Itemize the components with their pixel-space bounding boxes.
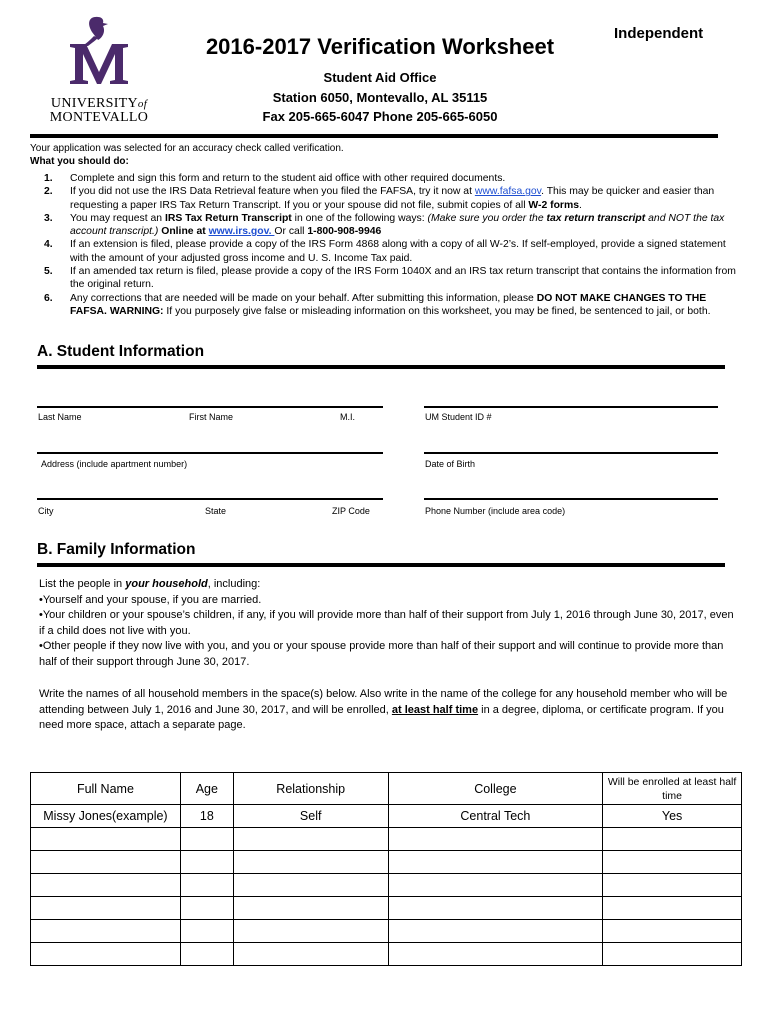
blank-cell[interactable] [388,943,603,966]
intro-what-to-do: What you should do: [30,156,129,167]
section-a-heading: A. Student Information [37,343,205,360]
col-full-name: Full Name [31,773,181,805]
blank-cell[interactable] [31,874,181,897]
university-logo [40,14,158,124]
section-b-rule [37,563,725,567]
page-title: 2016-2017 Verification Worksheet [205,34,555,59]
step-4: 4. If an extension is filed, please provide a copy of the IRS Form 4868 along with a copy of all W-2’s. If self-employed, provide a signed statement with the amount of your adjusted gross income and U. S. Income Tax paid. [44,239,726,264]
household-intro: List the people in your household, including: [39,578,261,590]
blank-cell[interactable] [180,920,233,943]
example-college: Central Tech [388,805,603,828]
bullet-children: •Your children or your spouse’s children, if any, if you will provide more than half of their support from July 1, 2016 through June 30, 2017, even if a child does not live with you. [39,609,734,637]
col-age: Age [180,773,233,805]
section-b-heading: B. Family Information [37,541,196,558]
blank-cell[interactable] [603,943,742,966]
col-relationship: Relationship [233,773,388,805]
table-row [31,920,742,943]
bullet-spouse: •Yourself and your spouse, if you are married. [39,593,262,606]
address-line[interactable] [37,452,383,454]
col-half-time: Will be enrolled at least half time [603,773,742,805]
last-name-label: Last Name [38,412,82,422]
blank-cell[interactable] [180,851,233,874]
blank-cell[interactable] [388,874,603,897]
student-id-line[interactable] [424,406,718,408]
dob-line[interactable] [424,452,718,454]
blank-cell[interactable] [233,920,388,943]
col-college: College [388,773,603,805]
table-row [31,851,742,874]
first-name-label: First Name [189,412,234,422]
blank-cell[interactable] [603,851,742,874]
intro-selected: Your application was selected for an accuracy check called verification. [30,143,344,154]
office-phone: Fax 205-665-6047 Phone 205-665-6050 [262,109,498,124]
table-row [31,805,742,828]
bird-m-logo-icon [40,14,158,86]
step-6: 6. Any corrections that are needed will be made on your behalf. After submitting this information, please DO NOT MAKE CHANGES TO THE FAFSA. WARNING: If you purposely give false or misleading information on this worksheet, you may be fined, be sentenced to jail, or both. [44,292,711,317]
household-instructions [39,577,739,670]
blank-cell[interactable] [31,943,181,966]
example-half-time: Yes [603,805,742,828]
blank-cell[interactable] [180,874,233,897]
instruction-list [34,172,740,318]
logo-university: UNIVERSITY [50,96,138,111]
fafsa-link[interactable]: www.fafsa.gov [474,186,542,198]
blank-cell[interactable] [180,897,233,920]
write-names-instructions: Write the names of all household members in the space(s) below. Also write in the name of the college for any household member who will be attending between July 1, 2016 and June 30, 2017, and will be enrolled, at least half time in a degree, diploma, or certificate program. If you need more space, attach a separate page. [39,688,728,731]
blank-cell[interactable] [388,851,603,874]
section-a-rule [37,365,725,369]
logo-montevallo: MONTEVALLO [49,110,149,125]
example-age: 18 [180,805,233,828]
step-5: 5. If an amended tax return is filed, please provide a copy of the IRS Form 1040X and an IRS tax return transcript that contains the information from the original return. [44,266,736,291]
table-row [31,828,742,851]
phone-line[interactable] [424,498,718,500]
logo-of: of [137,98,148,110]
blank-cell[interactable] [603,920,742,943]
blank-cell[interactable] [388,828,603,851]
step-1: 1. Complete and sign this form and return to the student aid office with other required documents. [44,173,506,184]
dob-label: Date of Birth [425,459,476,469]
student-id-label: UM Student ID # [425,412,492,422]
step-3: 3. You may request an IRS Tax Return Transcript in one of the following ways: (Make sure you order the tax return transcript and NOT the tax account transcript.) Online at www.irs.gov. Or call 1-800-908-9946 [44,212,725,238]
blank-cell[interactable] [233,851,388,874]
city-label: City [38,506,54,516]
table-row [31,874,742,897]
blank-cell[interactable] [31,897,181,920]
blank-cell[interactable] [603,874,742,897]
table-row [31,943,742,966]
blank-cell[interactable] [180,943,233,966]
address-label: Address (include apartment number) [41,459,188,469]
blank-cell[interactable] [603,897,742,920]
state-label: State [205,506,227,516]
blank-cell[interactable] [388,897,603,920]
table-row [31,897,742,920]
office-name: Student Aid Office [323,70,437,85]
table-header-row [31,773,742,805]
blank-cell[interactable] [233,943,388,966]
irs-link[interactable]: www.irs.gov. [208,226,275,238]
step-2: 2. If you did not use the IRS Data Retrieval feature when you filed the FAFSA, try it now at www.fafsa.gov. This may be quicker and easier than requesting a paper IRS Tax Return Transcript. If you or your spouse did not file, submit copies of all W-2 forms. [44,186,715,211]
blank-cell[interactable] [180,828,233,851]
intro [30,142,730,168]
household-table [30,772,742,966]
office-address: Station 6050, Montevallo, AL 35115 [272,89,488,105]
bullet-others: •Other people if they now live with you, and you or your spouse provide more than half of their support and will continue to provide more than half of their support through June 30, 2017. [39,640,724,668]
blank-cell[interactable] [31,828,181,851]
blank-cell[interactable] [233,874,388,897]
example-name: Missy Jones(example) [31,805,181,828]
blank-cell[interactable] [31,851,181,874]
zip-label: ZIP Code [332,506,370,516]
blank-cell[interactable] [31,920,181,943]
blank-cell[interactable] [388,920,603,943]
blank-cell[interactable] [233,828,388,851]
header-divider [30,134,718,138]
example-relationship: Self [233,805,388,828]
blank-cell[interactable] [233,897,388,920]
office-info [210,68,550,127]
blank-cell[interactable] [603,828,742,851]
name-line[interactable] [37,406,383,408]
phone-label: Phone Number (include area code) [425,506,566,516]
city-line[interactable] [37,498,383,500]
status-badge: Independent [614,25,704,42]
mi-label: M.I. [340,412,355,422]
